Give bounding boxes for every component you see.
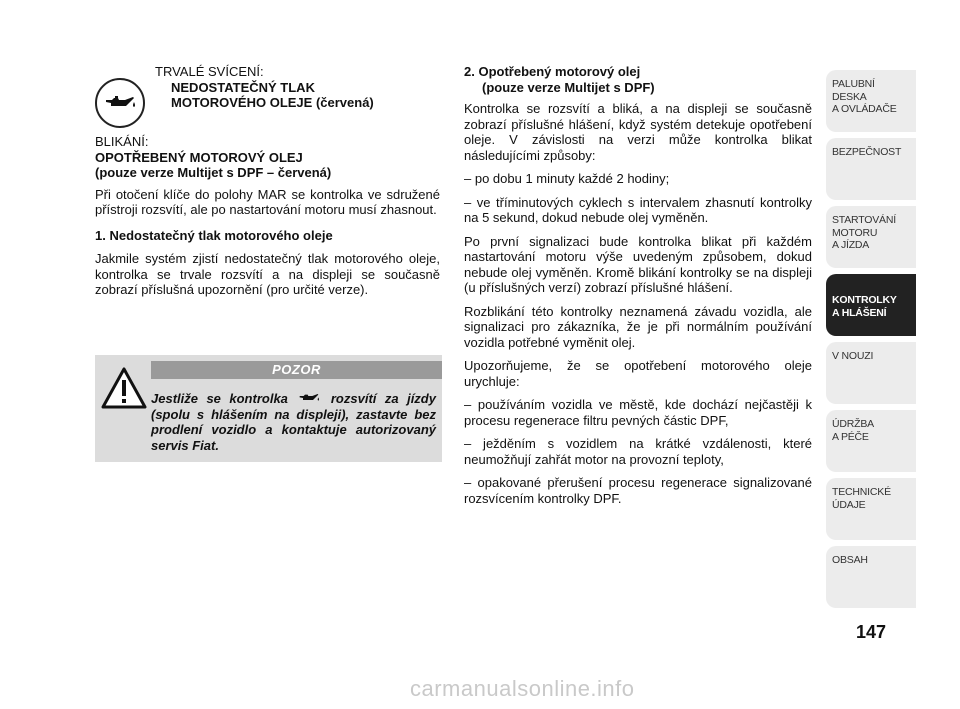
page-number: 147 <box>855 622 887 642</box>
tab-label: A PÉČE <box>832 430 869 443</box>
tab-label: PALUBNÍ DESKA <box>832 78 875 103</box>
right-heading-1: 2. Opotřebený motorový olej <box>464 64 641 79</box>
tab-label: A JÍZDA <box>832 239 870 251</box>
steady-label: TRVALÉ SVÍCENÍ: <box>155 64 264 79</box>
oil-indicator-text <box>155 64 374 111</box>
warning-text-a: Jestliže se kontrolka <box>151 391 288 406</box>
tab-label: KONTROLKY <box>832 294 897 306</box>
tab-udrzba[interactable] <box>826 410 916 472</box>
tab-label: V NOUZI <box>832 350 874 362</box>
left-column <box>95 64 440 306</box>
tab-startovani[interactable] <box>826 206 916 268</box>
tab-label: A HLÁŠENÍ <box>832 306 887 319</box>
paragraph: – ve tříminutových cyklech s intervalem zhasnutí kontrolky na 5 sekund, dokud nebude olej vyměněn. <box>464 194 812 225</box>
paragraph: – ježděním s vozidlem na krátké vzdálenosti, které neumožňují zahřát motor na provozní teploty, <box>464 436 812 467</box>
right-heading-2: (pouze verze Multijet s DPF) <box>482 79 655 95</box>
tab-label: TECHNICKÉ <box>832 486 891 498</box>
paragraph: Jakmile systém zjistí nedostatečný tlak motorového oleje, kontrolka se trvale rozsvítí a na displeji se současně zobrazí příslušná upozornění (pro určité verze). <box>95 251 440 297</box>
tab-obsah[interactable] <box>826 546 916 608</box>
warning-text <box>99 391 436 453</box>
low-pressure-label-2: MOTOROVÉHO OLEJE (červená) <box>171 95 374 110</box>
watermark: carmanualsonline.info <box>410 676 635 701</box>
right-column <box>464 64 812 514</box>
paragraph: Upozorňujeme, že se opotřebení motorového oleje urychluje: <box>464 358 812 389</box>
blink-title-2: (pouze verze Multijet s DPF – červená) <box>95 165 332 180</box>
tab-label: OBSAH <box>832 554 868 566</box>
tab-label: BEZPEČNOST <box>832 146 902 158</box>
tab-label: STARTOVÁNÍ <box>832 214 896 226</box>
paragraph: – používáním vozidla ve městě, kde dochází nejčastěji k procesu regenerace filtru pevných částic DPF, <box>464 397 812 428</box>
warning-text-b: rozsvítí za jízdy (spolu s hlášením na displeji), zastavte bez prodlení vozidlo a kontaktuje autorizovaný servis Fiat. <box>151 391 436 453</box>
paragraph: Po první signalizaci bude kontrolka blikat při každém nastartování motoru výše uvedeným způsobem, dokud nebude olej vyměněn. Kromě blikání kontrolky se na displeji (u příslušných verzí) zobrazí příslušné hlášení. <box>464 233 812 295</box>
blink-label: BLIKÁNÍ: <box>95 134 149 149</box>
paragraph: Rozblikání této kontrolky neznamená závadu vozidla, ale signalizaci pro zákazníka, že je při normálním používání vozidla potřebné vyměnit olej. <box>464 303 812 350</box>
tab-label: MOTORU <box>832 226 878 239</box>
tab-technicke-udaje[interactable] <box>826 478 916 540</box>
warning-header: POZOR <box>151 361 442 379</box>
warning-box <box>95 355 442 462</box>
paragraph: – po dobu 1 minuty každé 2 hodiny; <box>464 171 670 186</box>
low-pressure-label: NEDOSTATEČNÝ TLAK <box>171 79 315 95</box>
section-heading: 1. Nedostatečný tlak motorového oleje <box>95 227 333 243</box>
tab-v-nouzi[interactable] <box>826 342 916 404</box>
tab-label: ÚDAJE <box>832 498 866 511</box>
tab-kontrolky[interactable] <box>826 274 916 336</box>
tab-bezpecnost[interactable] <box>826 138 916 200</box>
blink-title-1: OPOTŘEBENÝ MOTOROVÝ OLEJ <box>95 149 303 165</box>
paragraph: Při otočení klíče do polohy MAR se kontrolka ve sdružené přístroji rozsvítí, ale po nastartování motoru musí zhasnout. <box>95 186 440 217</box>
paragraph: Kontrolka se rozsvítí a bliká, a na displeji se současně zobrazí příslušné hlášení, když systém detekuje opotřebení oleje. V závislosti na verzi může kontrolka blikat následujícími způsoby: <box>464 101 812 163</box>
oil-can-icon <box>95 78 145 128</box>
oil-indicator-block <box>95 64 440 134</box>
tab-palubni-deska[interactable] <box>826 70 916 132</box>
tab-label: ÚDRŽBA <box>832 418 874 430</box>
chapter-tabs <box>826 70 916 614</box>
tab-label: A OVLÁDAČE <box>832 103 897 115</box>
paragraph: – opakované přerušení procesu regenerace signalizované rozsvícením kontrolky DPF. <box>464 475 812 506</box>
oil-can-icon <box>296 392 322 404</box>
